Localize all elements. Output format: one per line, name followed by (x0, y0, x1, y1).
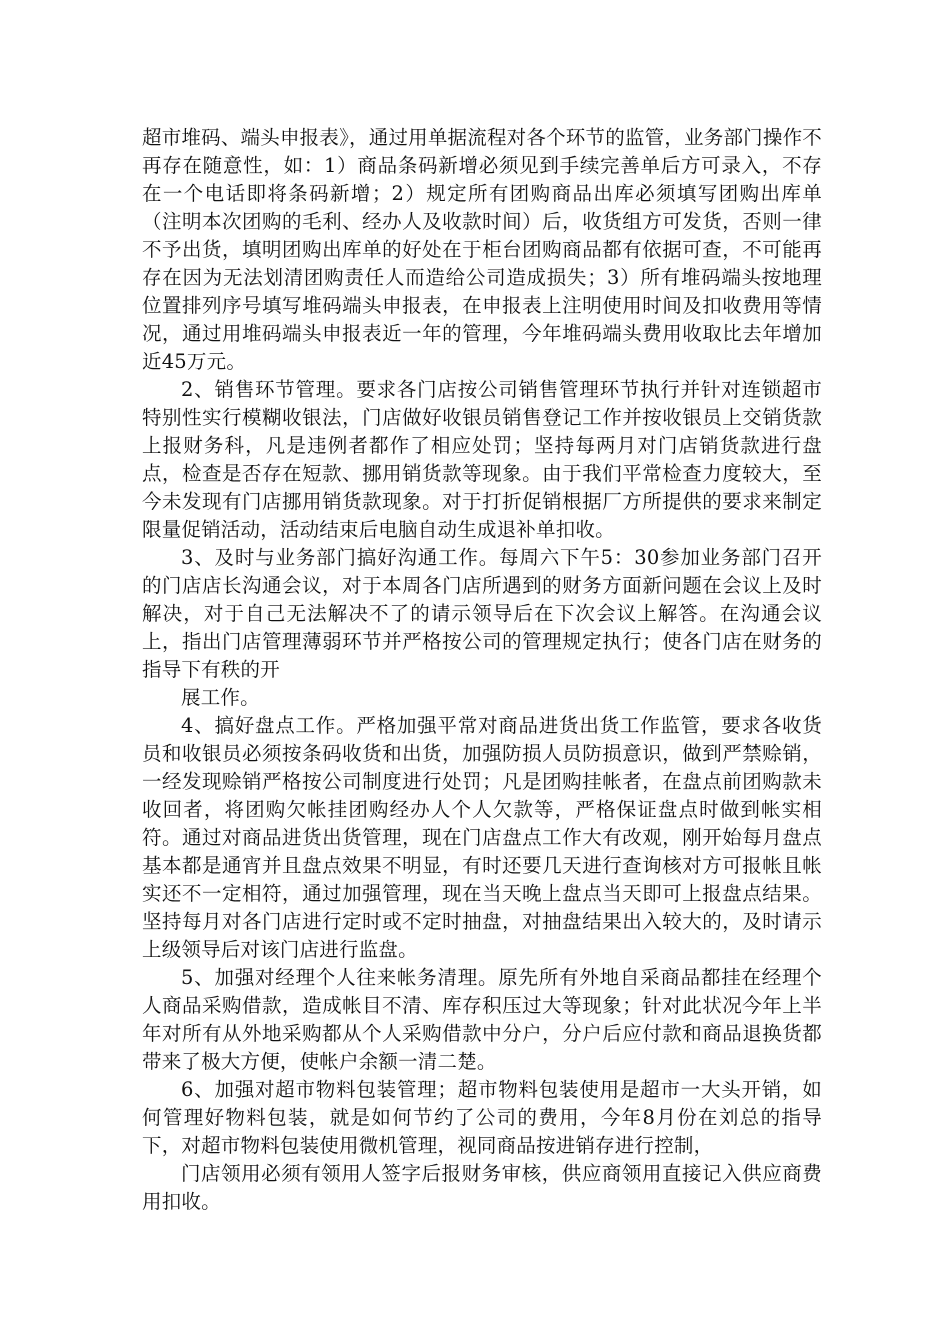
paragraph-communication: 3、及时与业务部门搞好沟通工作。每周六下午5：30参加业务部门召开的门店店长沟通会议，对于本周各门店所遇到的财务方面新问题在会议上及时解决，对于自己无法解决不了的请示领导后在下次会议上解答。在沟通会议上，指出门店管理薄弱环节并严格按公司的管理规定执行；使各门店在财务的指导下有秩的开 (142, 546, 822, 681)
paragraph-communication-continued: 展工作。 (181, 686, 260, 709)
paragraph-store-usage: 门店领用必须有领用人签字后报财务审核，供应商领用直接记入供应商费用扣收。 (142, 1162, 822, 1213)
document-body (142, 124, 822, 1216)
paragraph-manager-accounts: 5、加强对经理个人往来帐务清理。原先所有外地自采商品都挂在经理个人商品采购借款，造成帐目不清、库存积压过大等现象；针对此状况今年上半年对所有从外地采购都从个人采购借款中分户，分户后应付款和商品退换货都带来了极大方便，使帐户余额一清二楚。 (142, 966, 822, 1073)
paragraph-inventory-check: 4、搞好盘点工作。严格加强平常对商品进货出货工作监管，要求各收货员和收银员必须按条码收货和出货，加强防损人员防损意识，做到严禁赊销，一经发现赊销严格按公司制度进行处罚；凡是团购挂帐者，在盘点前团购款未收回者，将团购欠帐挂团购经办人个人欠款等，严格保证盘点时做到帐实相符。通过对商品进货出货管理，现在门店盘点工作大有改观，刚开始每月盘点基本都是通宵并且盘点效果不明显，有时还要几天进行查询核对方可报帐且帐实还不一定相符，通过加强管理，现在当天晚上盘点当天即可上报盘点结果。坚持每月对各门店进行定时或不定时抽盘，对抽盘结果出入较大的，及时请示上级领导后对该门店进行监盘。 (142, 714, 822, 961)
paragraph-counter-report: 超市堆码、端头申报表》，通过用单据流程对各个环节的监管，业务部门操作不再存在随意性，如：1）商品条码新增必须见到手续完善单后方可录入，不存在一个电话即将条码新增；2）规定所有团购商品出库必须填写团购出库单（注明本次团购的毛利、经办人及收款时间）后，收货组方可发货，否则一律不予出货，填明团购出库单的好处在于柜台团购商品都有依据可查，不可能再存在因为无法划清团购责任人而造给公司造成损失；3）所有堆码端头按地理位置排列序号填写堆码端头申报表，在申报表上注明使用时间及扣收费用等情况，通过用堆码端头申报表近一年的管理，今年堆码端头费用收取比去年增加近45万元。 (142, 126, 822, 373)
paragraph-sales-management: 2、销售环节管理。要求各门店按公司销售管理环节执行并针对连锁超市特别性实行模糊收银法，门店做好收银员销售登记工作并按收银员上交销货款上报财务科，凡是违例者都作了相应处罚；坚持每两月对门店销货款进行盘点，检查是否存在短款、挪用销货款等现象。由于我们平常检查力度较大，至今未发现有门店挪用销货款现象。对于打折促销根据厂方所提供的要求来制定限量促销活动，活动结束后电脑自动生成退补单扣收。 (142, 378, 822, 541)
paragraph-packaging-management: 6、加强对超市物料包装管理；超市物料包装使用是超市一大头开销，如何管理好物料包装，就是如何节约了公司的费用，今年8月份在刘总的指导下，对超市物料包装使用微机管理，视同商品按进销存进行控制， (142, 1078, 822, 1157)
